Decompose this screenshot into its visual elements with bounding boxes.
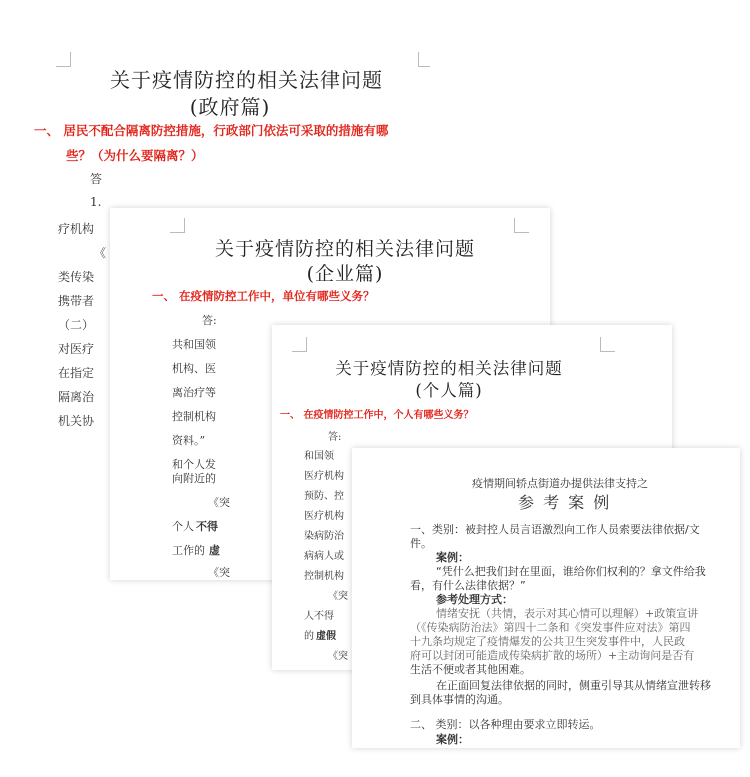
follow-text: 到具体事情的沟通。 bbox=[410, 693, 509, 706]
text-fragment: 病病人或 bbox=[304, 551, 344, 562]
text-fragment: 控制机构 bbox=[304, 571, 344, 582]
text-fragment: 的 bbox=[304, 631, 314, 642]
text-fragment: 答 bbox=[90, 172, 103, 186]
text-fragment: 离治疗等 bbox=[172, 386, 216, 399]
approach-label: 参考处理方式： bbox=[436, 593, 513, 606]
approach-text: 生活不便或者其他困难。 bbox=[410, 663, 531, 676]
document-page-reference-cases bbox=[352, 448, 740, 748]
text-fragment: 向附近的 bbox=[172, 472, 216, 485]
text-fragment: 和国领 bbox=[304, 451, 334, 462]
text-fragment: 工作的 bbox=[172, 544, 205, 557]
approach-text: （《传染病防治法》第四十二条和《突发事件应对法》第四 bbox=[410, 621, 691, 634]
text-fragment: 人不得 bbox=[304, 611, 334, 622]
text-fragment: 机构、医 bbox=[172, 362, 216, 375]
case-category-1-cont: 件。 bbox=[410, 537, 432, 550]
text-fragment: 预防、控 bbox=[304, 491, 344, 502]
text-fragment: 疗机构 bbox=[58, 222, 95, 236]
crop-mark bbox=[514, 218, 529, 233]
text-fragment: 虚假 bbox=[316, 631, 336, 642]
case-quote: “凭什么把我们封在里面，谁给你们权利的？拿文件给我 bbox=[436, 565, 706, 578]
question-heading: 一、 居民不配合隔离防控措施，行政部门依法可采取的措施有哪 bbox=[34, 123, 389, 138]
text-fragment: 共和国领 bbox=[172, 338, 216, 351]
crop-mark bbox=[170, 218, 185, 233]
case-label: 案例： bbox=[436, 551, 469, 564]
page-subtitle: (个人篇) bbox=[415, 381, 483, 400]
case-category-text: 一、类别：被封控人员言语激烈向工作人员索要法律依据/文 bbox=[410, 523, 700, 536]
page-title: 关于疫情防控的相关法律问题 bbox=[110, 68, 383, 92]
text-fragment: 控制机构 bbox=[172, 410, 216, 423]
text-fragment: 携带者 bbox=[58, 294, 95, 308]
text-fragment: 隔离治 bbox=[58, 390, 95, 404]
case-category-1 bbox=[410, 521, 700, 537]
question-heading: 一、 在疫情防控工作中，单位有哪些义务？ bbox=[152, 289, 375, 303]
page-title: 关于疫情防控的相关法律问题 bbox=[215, 238, 476, 260]
crop-mark bbox=[418, 52, 430, 67]
page-subtitle: (政府篇) bbox=[189, 95, 271, 119]
approach-text: 十九条均规定了疫情爆发的公共卫生突发事件中，人民政 bbox=[410, 635, 685, 648]
page-title: 参 考 案 例 bbox=[518, 493, 612, 512]
text-fragment: 答: bbox=[328, 432, 342, 443]
approach-text: 府可以封闭可能造成传染病扩散的场所）+主动询问是否有 bbox=[410, 649, 695, 662]
text-fragment: 医疗机构 bbox=[304, 511, 344, 522]
case-label: 案例： bbox=[436, 733, 469, 746]
text-fragment: 《突 bbox=[328, 651, 348, 662]
case-quote-cont: 看，有什么法律依据？” bbox=[410, 579, 526, 592]
text-fragment: 《突 bbox=[208, 496, 230, 509]
text-fragment: 《 bbox=[94, 246, 107, 260]
text-fragment: 1. bbox=[90, 195, 102, 209]
page-title: 关于疫情防控的相关法律问题 bbox=[335, 359, 563, 378]
text-fragment: （二） bbox=[58, 318, 95, 332]
text-fragment: 答: bbox=[202, 314, 217, 327]
text-fragment: 和个人发 bbox=[172, 458, 216, 471]
crop-mark bbox=[600, 337, 615, 352]
page-subtitle: (企业篇) bbox=[306, 263, 384, 285]
crop-mark bbox=[292, 337, 307, 352]
text-fragment: 《突 bbox=[328, 591, 348, 602]
question-heading-cont: 些？（为什么要隔离？） bbox=[66, 148, 204, 163]
text-fragment: 在指定 bbox=[58, 366, 95, 380]
text-fragment: 不得 bbox=[196, 520, 218, 533]
case-category-2: 二、 类别：以各种理由要求立即转运。 bbox=[410, 718, 601, 731]
text-fragment: 染病防治 bbox=[304, 531, 344, 542]
text-fragment: 资料。” bbox=[172, 434, 206, 447]
question-heading: 一、 在疫情防控工作中，个人有哪些义务？ bbox=[280, 410, 474, 421]
text-fragment: 机关协 bbox=[58, 414, 95, 428]
text-fragment: 类传染 bbox=[58, 270, 95, 284]
text-fragment: 个人 bbox=[172, 520, 194, 533]
doc-header: 疫情期间轿点街道办提供法律支持之 bbox=[472, 477, 648, 490]
crop-mark bbox=[56, 52, 71, 67]
follow-text: 在正面回复法律依据的同时，侧重引导其从情绪宣泄转移 bbox=[436, 679, 711, 692]
text-fragment: 医疗机构 bbox=[304, 471, 344, 482]
text-fragment: 虚 bbox=[209, 544, 220, 557]
text-fragment: 对医疗 bbox=[58, 342, 95, 356]
text-fragment: 《突 bbox=[208, 566, 230, 579]
approach-text: 情绪安抚（共情，表示对其心情可以理解）+政策宣讲 bbox=[436, 607, 699, 620]
